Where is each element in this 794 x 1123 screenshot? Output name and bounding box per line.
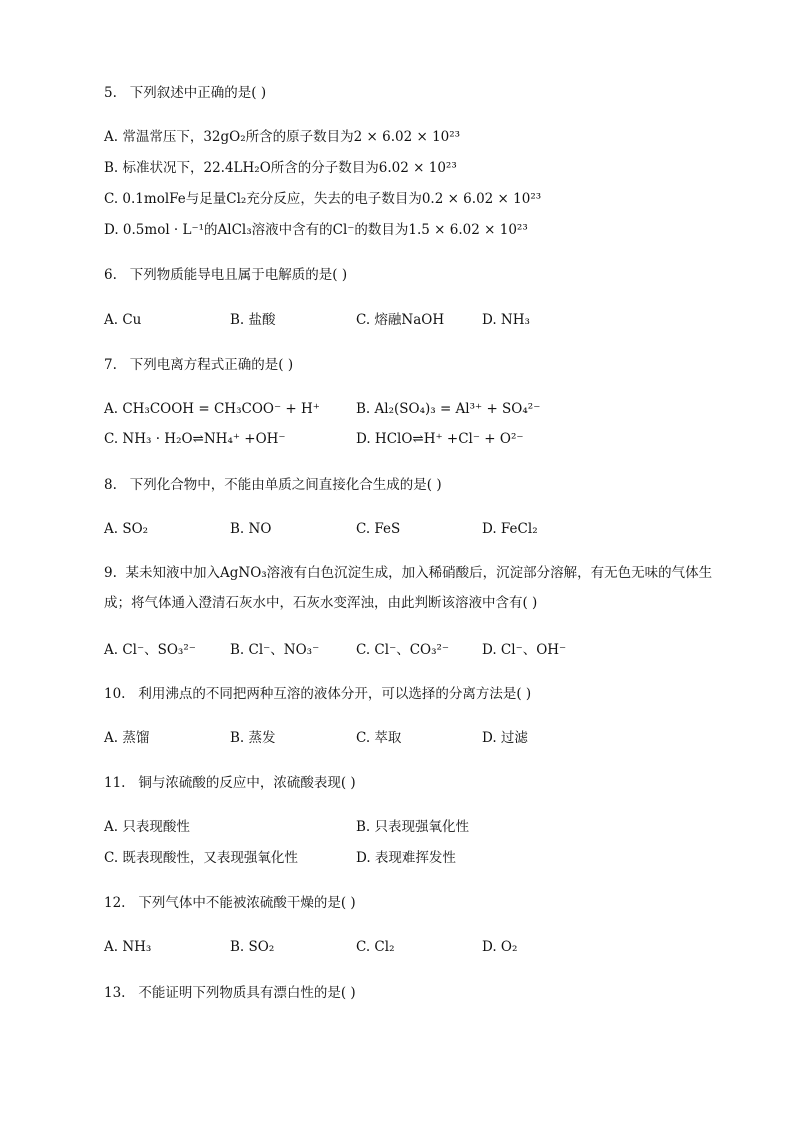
option-d: D. NH₃ bbox=[482, 312, 530, 328]
option-b: B. 盐酸 bbox=[230, 312, 276, 328]
option-d: D. HClO⇌H⁺ +Cl⁻ + O²⁻ bbox=[356, 431, 524, 447]
option-a: A. Cu bbox=[104, 312, 142, 328]
question-number: 12. bbox=[104, 895, 126, 911]
question-stem: 铜与浓硫酸的反应中，浓硫酸表现( ) bbox=[138, 775, 356, 791]
question-13 bbox=[104, 984, 356, 1002]
option-a: A. CH₃COOH = CH₃COO⁻ + H⁺ bbox=[104, 401, 320, 417]
question-8 bbox=[104, 476, 442, 494]
option-b: B. SO₂ bbox=[230, 939, 275, 955]
question-stem: 下列电离方程式正确的是( ) bbox=[129, 357, 294, 373]
option-c: C. 既表现酸性，又表现强氧化性 bbox=[104, 850, 298, 866]
question-stem: 下列叙述中正确的是( ) bbox=[129, 85, 267, 101]
option-c: C. 熔融NaOH bbox=[356, 312, 445, 328]
option-d: D. O₂ bbox=[482, 939, 518, 955]
option-b: B. 只表现强氧化性 bbox=[356, 819, 470, 835]
question-11 bbox=[104, 774, 356, 792]
option-a: A. 只表现酸性 bbox=[104, 819, 190, 835]
option-c: C. FeS bbox=[356, 521, 401, 537]
question-stem: 某未知液中加入AgNO₃溶液有白色沉淀生成，加入稀硝酸后，沉淀部分溶解，有无色无味的气体生成；将气体通入澄清石灰水中，石灰水变浑浊，由此判断该溶液中含有( ) bbox=[104, 565, 713, 611]
question-9 bbox=[104, 558, 724, 618]
option-d: D. 表现难挥发性 bbox=[356, 850, 456, 866]
option-a: A. Cl⁻、SO₃²⁻ bbox=[104, 642, 196, 658]
option-c: C. 0.1molFe与足量Cl₂充分反应，失去的电子数目为0.2 × 6.02 × 10²³ bbox=[104, 191, 542, 207]
question-number: 9. bbox=[104, 565, 117, 581]
option-d: D. 0.5mol · L⁻¹的AlCl₃溶液中含有的Cl⁻的数目为1.5 × 6.02 × 10²³ bbox=[104, 222, 528, 238]
option-b: B. 标准状况下，22.4LH₂O所含的分子数目为6.02 × 10²³ bbox=[104, 160, 457, 176]
option-c: C. Cl⁻、CO₃²⁻ bbox=[356, 642, 450, 658]
question-stem: 下列化合物中，不能由单质之间直接化合生成的是( ) bbox=[129, 477, 442, 493]
option-c: C. 萃取 bbox=[356, 730, 402, 746]
question-stem: 下列物质能导电且属于电解质的是( ) bbox=[129, 267, 348, 283]
question-number: 6. bbox=[104, 267, 117, 283]
question-6 bbox=[104, 266, 347, 284]
option-b: B. 蒸发 bbox=[230, 730, 276, 746]
option-d: D. 过滤 bbox=[482, 730, 528, 746]
option-b: B. NO bbox=[230, 521, 272, 537]
question-5 bbox=[104, 84, 266, 102]
option-b: B. Cl⁻、NO₃⁻ bbox=[230, 642, 320, 658]
option-a: A. 蒸馏 bbox=[104, 730, 150, 746]
question-number: 13. bbox=[104, 985, 126, 1001]
question-number: 5. bbox=[104, 85, 117, 101]
question-number: 8. bbox=[104, 477, 117, 493]
question-7 bbox=[104, 356, 293, 374]
question-stem: 利用沸点的不同把两种互溶的液体分开，可以选择的分离方法是( ) bbox=[138, 686, 532, 702]
question-number: 11. bbox=[104, 775, 126, 791]
option-b: B. Al₂(SO₄)₃ = Al³⁺ + SO₄²⁻ bbox=[356, 401, 541, 417]
option-d: D. FeCl₂ bbox=[482, 521, 538, 537]
question-12 bbox=[104, 894, 356, 912]
option-d: D. Cl⁻、OH⁻ bbox=[482, 642, 567, 658]
option-a: A. NH₃ bbox=[104, 939, 152, 955]
option-a: A. 常温常压下，32gO₂所含的原子数目为2 × 6.02 × 10²³ bbox=[104, 129, 461, 145]
option-c: C. NH₃ · H₂O⇌NH₄⁺ +OH⁻ bbox=[104, 431, 286, 447]
question-stem: 不能证明下列物质具有漂白性的是( ) bbox=[138, 985, 356, 1001]
question-number: 10. bbox=[104, 686, 126, 702]
option-c: C. Cl₂ bbox=[356, 939, 395, 955]
question-stem: 下列气体中不能被浓硫酸干燥的是( ) bbox=[138, 895, 356, 911]
option-a: A. SO₂ bbox=[104, 521, 149, 537]
question-10 bbox=[104, 685, 531, 703]
question-number: 7. bbox=[104, 357, 117, 373]
